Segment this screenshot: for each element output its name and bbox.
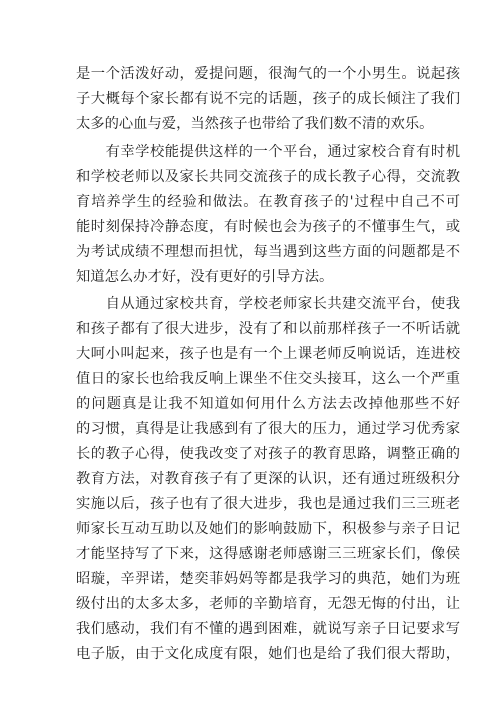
paragraph-1 bbox=[76, 62, 460, 137]
text-line: 才能坚持写了下来，这得感谢老师感谢三三班家长们，像侯 bbox=[76, 546, 460, 562]
text-line: 有幸学校能提供这样的一个平台，通过家校合育有时机 bbox=[76, 143, 460, 160]
text-line: 知道怎么办才好，没有更好的引导方法。 bbox=[76, 268, 334, 285]
text-line: 值日的家长也给我反响上课坐不住交头接耳，这么一个严重 bbox=[76, 371, 460, 387]
document-page bbox=[76, 62, 460, 667]
text-line: 自从通过家校共育，学校老师家长共建交流平台，使我 bbox=[76, 296, 460, 312]
text-line: 子大概每个家长都有说不完的话题，孩子的成长倾注了我们 bbox=[76, 91, 460, 107]
text-line: 我们感动，我们有不懂的遇到困难，就说写亲子日记要求写 bbox=[76, 621, 460, 637]
text-line: 和孩子都有了很大进步，没有了和以前那样孩子一不听话就 bbox=[76, 321, 460, 337]
text-line: 实施以后，孩子也有了很大进步，我也是通过我们三三班老 bbox=[76, 496, 460, 512]
text-line: 级付出的太多太多，老师的辛勤培育，无怨无悔的付出，让 bbox=[76, 596, 460, 612]
text-line: 为考试成绩不理想而担忧，每当遇到这些方面的问题都是不 bbox=[76, 243, 460, 260]
text-line: 太多的心血与爱，当然孩子也带给了我们数不清的欢乐。 bbox=[76, 116, 434, 132]
paragraph-2 bbox=[76, 140, 460, 290]
text-line: 能时刻保持冷静态度，有时候也会为孩子的不懂事生气，或 bbox=[76, 218, 460, 235]
text-line: 是一个活泼好动，爱提问题，很淘气的一个小男生。说起孩 bbox=[76, 66, 460, 82]
paragraph-3 bbox=[76, 292, 460, 667]
text-line: 昭璇，辛羿诺，楚奕菲妈妈等都是我学习的典范，她们为班 bbox=[76, 571, 460, 587]
text-line: 师家长互动互助以及她们的影响鼓励下，积极参与亲子日记 bbox=[76, 521, 460, 537]
text-line: 大呵小叫起来，孩子也是有一个上课老师反响说话，连进校 bbox=[76, 346, 460, 362]
text-line: 的习惯，真得是让我感到有了很大的压力，通过学习优秀家 bbox=[76, 421, 460, 437]
text-line: 电子版，由于文化成度有限，她们也是给了我们很大帮助， bbox=[76, 646, 460, 662]
text-line: 的问题真是让我不知道如何用什么方法去改掉他那些不好 bbox=[76, 396, 460, 412]
text-line: 长的教子心得，使我改变了对孩子的教育思路，调整正确的 bbox=[76, 446, 460, 462]
text-line: 教育方法，对教育孩子有了更深的认识，还有通过班级积分 bbox=[76, 471, 460, 487]
text-line: 和学校老师以及家长共同交流孩子的成长教子心得，交流教 bbox=[76, 168, 460, 185]
text-line: 育培养学生的经验和做法。在教育孩子的'过程中自己不可 bbox=[76, 193, 460, 210]
